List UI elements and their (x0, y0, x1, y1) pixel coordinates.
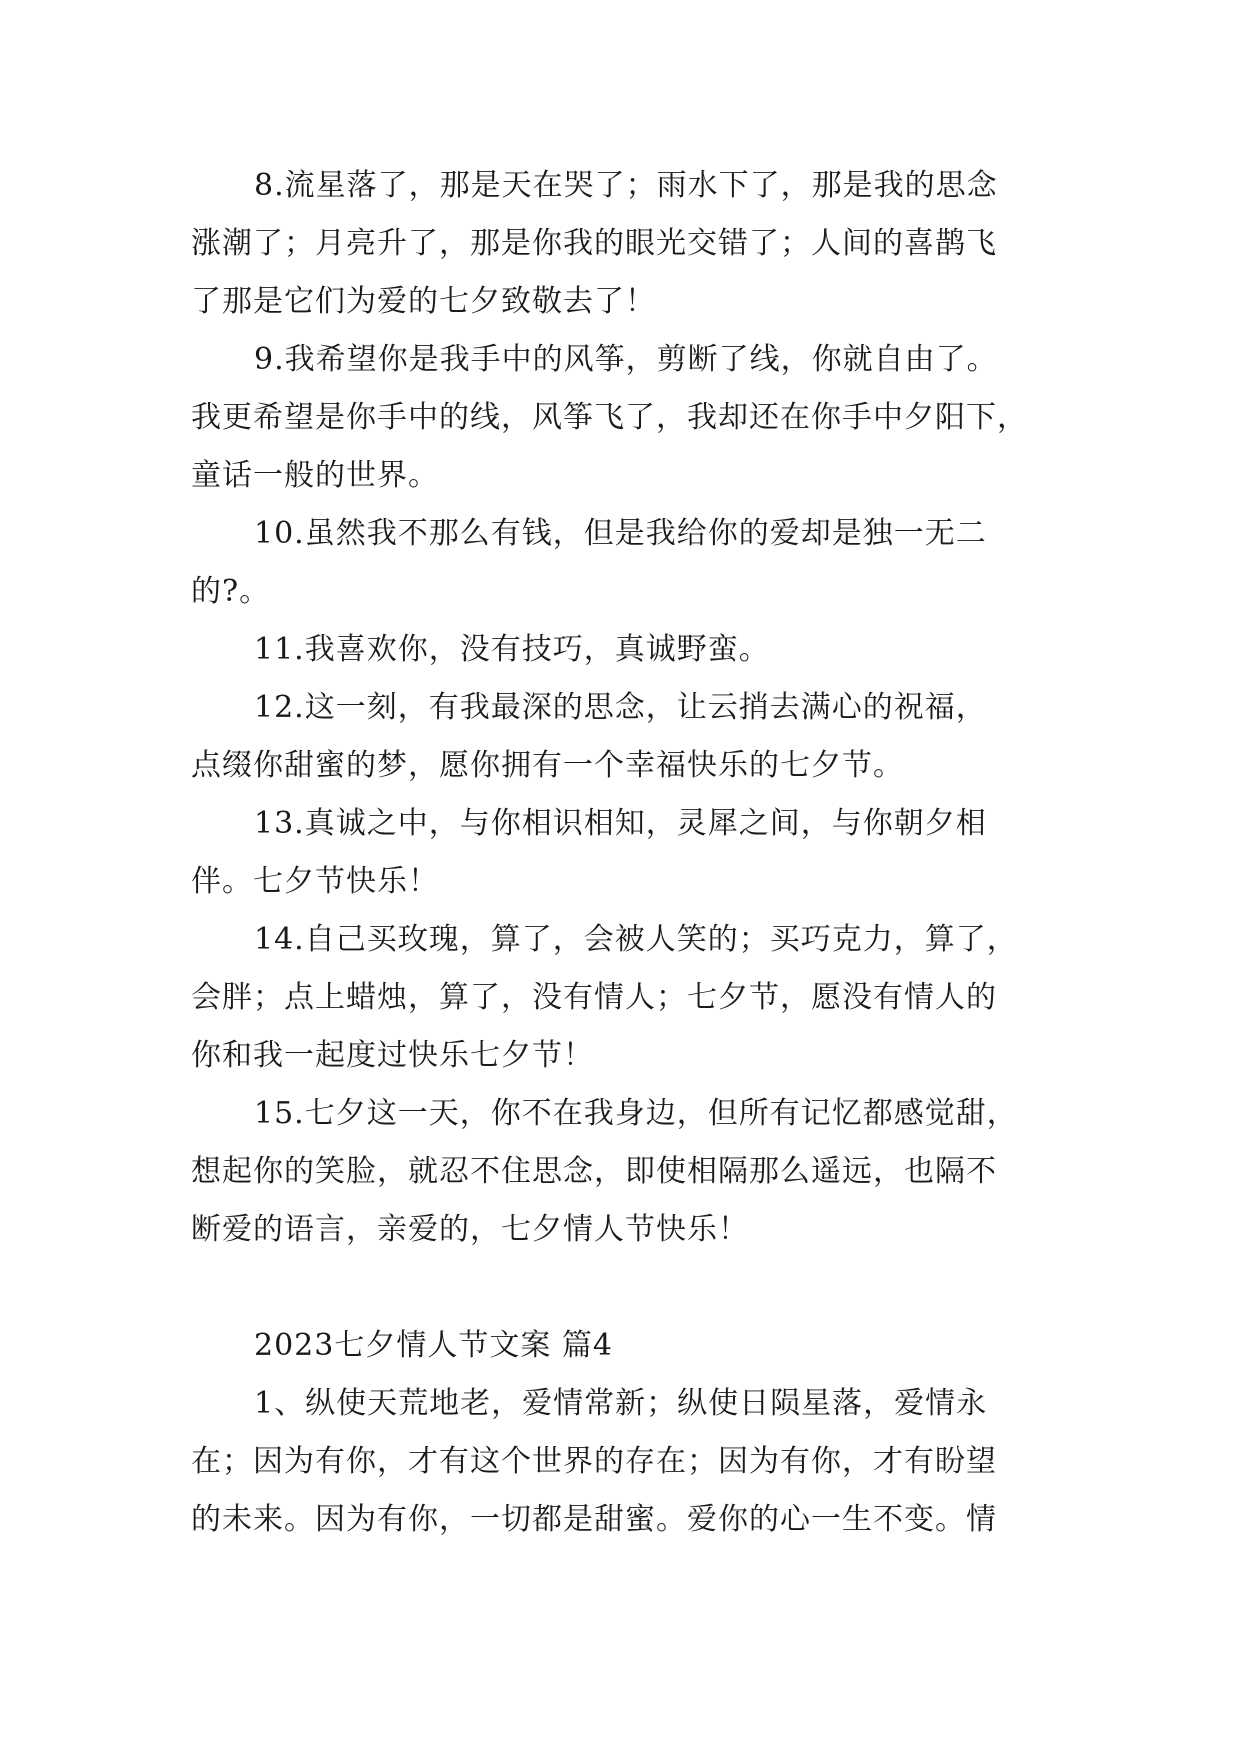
text-line: 涨潮了；月亮升了，那是你我的眼光交错了；人间的喜鹊飞 (191, 226, 997, 261)
section-heading: 2023七夕情人节文案 篇4 (254, 1328, 613, 1363)
text-line: 你和我一起度过快乐七夕节！ (191, 1038, 594, 1073)
text-line: 1、纵使天荒地老，爱情常新；纵使日陨星落，爱情永 (254, 1386, 988, 1421)
text-line: 的?。 (191, 574, 271, 609)
text-line: 童话一般的世界。 (191, 458, 439, 493)
text-line: 11.我喜欢你，没有技巧，真诚野蛮。 (254, 632, 770, 667)
text-line: 15.七夕这一天，你不在我身边，但所有记忆都感觉甜， (254, 1096, 1018, 1131)
text-line: 点缀你甜蜜的梦，愿你拥有一个幸福快乐的七夕节。 (191, 748, 904, 783)
text-line: 断爱的语言，亲爱的，七夕情人节快乐！ (191, 1212, 749, 1247)
text-line: 12.这一刻，有我最深的思念，让云捎去满心的祝福， (254, 690, 987, 725)
text-line: 的未来。因为有你，一切都是甜蜜。爱你的心一生不变。情 (191, 1502, 997, 1537)
text-line: 在；因为有你，才有这个世界的存在；因为有你，才有盼望 (191, 1444, 997, 1479)
text-line: 8.流星落了，那是天在哭了；雨水下了，那是我的思念 (254, 168, 998, 203)
text-line: 了那是它们为爱的七夕致敬去了！ (191, 284, 656, 319)
text-line: 14.自己买玫瑰，算了，会被人笑的；买巧克力，算了， (254, 922, 1018, 957)
text-line: 我更希望是你手中的线，风筝飞了，我却还在你手中夕阳下， (191, 400, 1028, 435)
text-line: 10.虽然我不那么有钱，但是我给你的爱却是独一无二 (254, 516, 987, 551)
text-line: 想起你的笑脸，就忍不住思念，即使相隔那么遥远，也隔不 (191, 1154, 997, 1189)
text-line: 伴。七夕节快乐！ (191, 864, 439, 899)
text-line: 会胖；点上蜡烛，算了，没有情人；七夕节，愿没有情人的 (191, 980, 997, 1015)
text-line: 9.我希望你是我手中的风筝，剪断了线，你就自由了。 (254, 342, 998, 377)
text-line: 13.真诚之中，与你相识相知，灵犀之间，与你朝夕相 (254, 806, 987, 841)
